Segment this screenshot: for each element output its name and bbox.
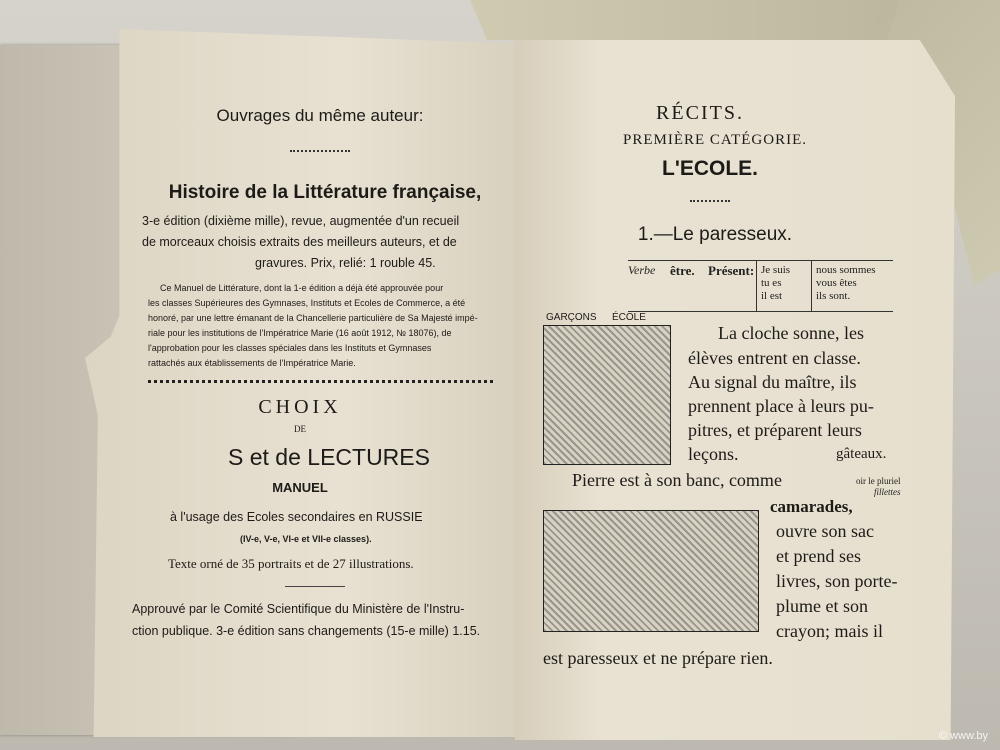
book2-approval-line: Approuvé par le Comité Scientifique du Ministère de l'Instru-: [132, 602, 465, 616]
book1-title: Histoire de la Littérature française,: [168, 182, 482, 203]
book1-note-line: l'approbation pour les classes spéciales dans les Instituts et Gymnases: [148, 343, 432, 353]
book1-desc-line: de morceaux choisis extraits des meilleurs auteurs, et de: [142, 235, 457, 249]
para1-line: Au signal du maître, ils: [688, 372, 857, 392]
book2-title-lectures: S et de LECTURES: [228, 444, 430, 470]
ornament-divider: [290, 150, 350, 152]
conj-sing: tu es: [761, 277, 782, 289]
illustration-school-entrance: [543, 325, 671, 465]
conj-tense: Présent:: [708, 263, 755, 278]
para1-line: élèves entrent en classe.: [688, 348, 861, 368]
conj-sing: Je suis: [761, 264, 791, 276]
para1-line: gâteaux.: [836, 446, 887, 462]
book2-manuel: MANUEL: [272, 480, 328, 495]
para2-line: et prend ses: [776, 546, 861, 566]
para2-line: camarades,: [770, 497, 853, 516]
book2-title-de: DE: [294, 424, 306, 434]
conj-label: Verbe: [628, 263, 656, 277]
right-title: RÉCITS.: [656, 102, 744, 124]
para2-line: ouvre son sac: [776, 521, 874, 541]
illu1-caption: ÉCOLE: [612, 312, 646, 323]
para1-line: leçons.: [688, 444, 739, 464]
para2-line: Pierre est à son banc, comme: [572, 470, 782, 490]
lesson-title: 1.—Le paresseux.: [637, 224, 793, 245]
book1-desc-line: 3-e édition (dixième mille), revue, augmentée d'un recueil: [142, 214, 460, 228]
book1-note-line: les classes Supérieures des Gymnases, Instituts et Ecoles de Commerce, a été: [148, 298, 466, 308]
para2-last-line: est paresseux et ne prépare rien.: [543, 648, 773, 668]
book2-approval-line: ction publique. 3-e édition sans changements (15-e mille) 1.15.: [132, 624, 481, 638]
para2-line: plume et son: [776, 596, 868, 616]
para2-line: crayon; mais il: [776, 621, 883, 641]
book1-note-line: honoré, par une lettre émanant de la Chancellerie particulière de Sa Majesté impé-: [148, 313, 478, 323]
para2-note: fillettes: [874, 487, 901, 497]
conj-plur: ils sont.: [816, 290, 851, 302]
para2-line: livres, son porte-: [776, 571, 898, 591]
conj-verb: être.: [670, 263, 695, 278]
book2-ornate: Texte orné de 35 portraits et de 27 illustrations.: [168, 556, 414, 571]
stencil-ruler-top: [470, 0, 900, 40]
book2-classes: (IV-e, V-e, VI-e et VII-e classes).: [240, 534, 372, 544]
para2-note: oir le pluriel: [856, 476, 901, 486]
conj-plur: vous êtes: [816, 277, 857, 289]
conj-sing: il est: [761, 290, 783, 302]
book1-note-line: riale pour les institutions de l'Impératrice Marie (16 août 1912, № 18076), de: [148, 328, 452, 338]
short-rule: [285, 586, 345, 587]
para1-line: La cloche sonne, les: [718, 323, 864, 343]
book1-note-line: Ce Manuel de Littérature, dont la 1-e édition a déjà été approuvée pour: [160, 283, 444, 293]
book2-title-choix: CHOIX: [258, 396, 342, 418]
ornament-divider: [690, 200, 730, 202]
right-chapter: L'ECOLE.: [662, 157, 758, 180]
right-category: PREMIÈRE CATÉGORIE.: [623, 132, 807, 148]
conj-plur: nous sommes: [816, 264, 876, 276]
book2-usage: à l'usage des Ecoles secondaires en RUSSIE: [170, 510, 423, 524]
book1-desc-line: gravures. Prix, relié: 1 rouble 45.: [255, 256, 436, 270]
para1-line: pitres, et préparent leurs: [688, 420, 862, 440]
watermark: © www.by: [938, 730, 988, 742]
illu1-caption: GARÇONS: [546, 312, 597, 323]
book1-note-line: rattachés aux établissements de l'Impératrice Marie.: [148, 358, 356, 368]
left-heading: Ouvrages du même auteur:: [216, 106, 424, 125]
para1-line: prennent place à leurs pu-: [688, 396, 874, 416]
dotted-rule: [148, 380, 493, 383]
illustration-classroom: [543, 510, 759, 632]
conjugation-table: [628, 260, 893, 312]
